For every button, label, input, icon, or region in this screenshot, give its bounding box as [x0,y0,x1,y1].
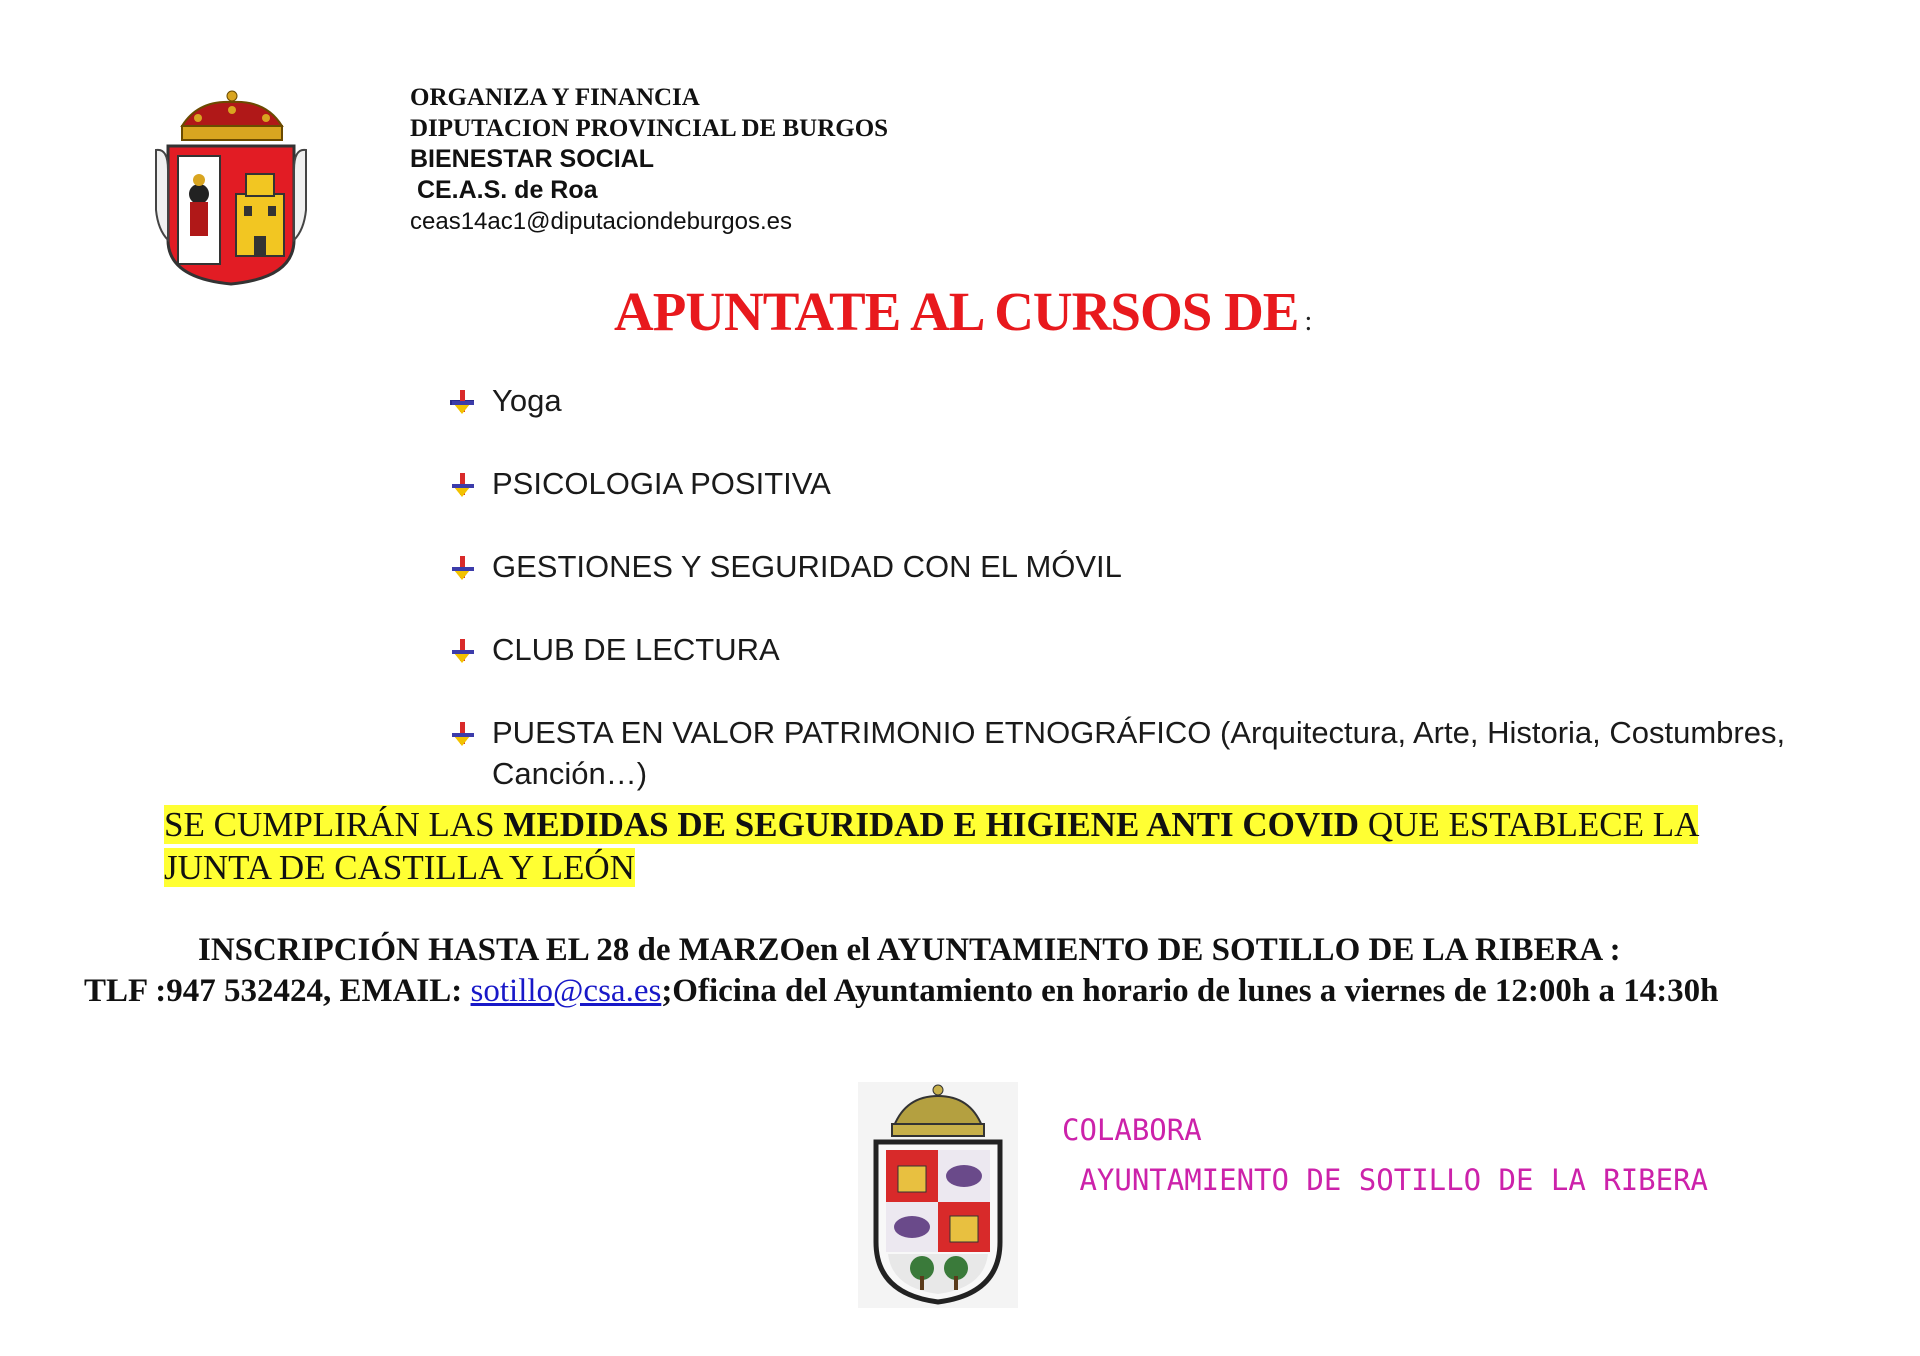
crown-icon [182,91,282,140]
course-label: GESTIONES Y SEGURIDAD CON EL MÓVIL [492,549,1122,584]
center-name: CE.A.S. de Roa [410,176,598,204]
inscription-contact [84,973,1719,1010]
list-item [448,712,1868,794]
collaborator-block [1062,1105,1708,1205]
page-title [614,280,1311,343]
course-label: Yoga [492,383,562,418]
covid-notice-part3: QUE ESTABLECE LA JUNTA DE CASTILLA Y LEÓN [164,805,1698,887]
list-item [448,629,1868,670]
arrow-bullet-icon [448,720,476,748]
organizer-block [410,82,888,237]
arrow-bullet-icon [448,554,476,582]
title-text: APUNTATE AL CURSOS DE [614,281,1299,342]
title-colon: : [1304,306,1312,337]
department-name: BIENESTAR SOCIAL [410,145,654,173]
arrow-bullet-icon [448,471,476,499]
organizer-line: ORGANIZA Y FINANCIA [410,84,700,111]
phone-text: TLF :947 532424, EMAIL: [84,973,471,1009]
covid-notice [164,803,1804,889]
inscription-deadline: INSCRIPCIÓN HASTA EL 28 de MARZOen el AYUNTAMIENTO DE SOTILLO DE LA RIBERA : [198,932,1621,968]
course-list [448,380,1868,836]
diputacion-burgos-crest [148,90,314,286]
email-link[interactable]: sotillo@csa.es [470,973,662,1009]
sotillo-crest [858,1082,1018,1308]
collaborator-name: AYUNTAMIENTO DE SOTILLO DE LA RIBERA [1062,1163,1709,1197]
list-item [448,463,1868,504]
covid-notice-part1: SE CUMPLIRÁN LAS [164,805,504,844]
contact-email: ceas14ac1@diputaciondeburgos.es [410,208,792,235]
list-item [448,380,1868,421]
covid-notice-emphasis: MEDIDAS DE SEGURIDAD E HIGIENE ANTI COVID [503,805,1360,844]
collaborator-label: COLABORA [1062,1113,1202,1147]
course-label: PUESTA EN VALOR PATRIMONIO ETNOGRÁFICO (Arquitectura, Arte, Historia, Costumbres, Canción…) [492,715,1786,791]
organizer-name: DIPUTACION PROVINCIAL DE BURGOS [410,115,889,142]
list-item [448,546,1868,587]
course-label: CLUB DE LECTURA [492,632,780,667]
arrow-bullet-icon [448,637,476,665]
arrow-bullet-icon [448,388,476,416]
office-hours-text: ;Oficina del Ayuntamiento en horario de lunes a viernes de 12:00h a 14:30h [661,973,1719,1009]
course-label: PSICOLOGIA POSITIVA [492,466,831,501]
